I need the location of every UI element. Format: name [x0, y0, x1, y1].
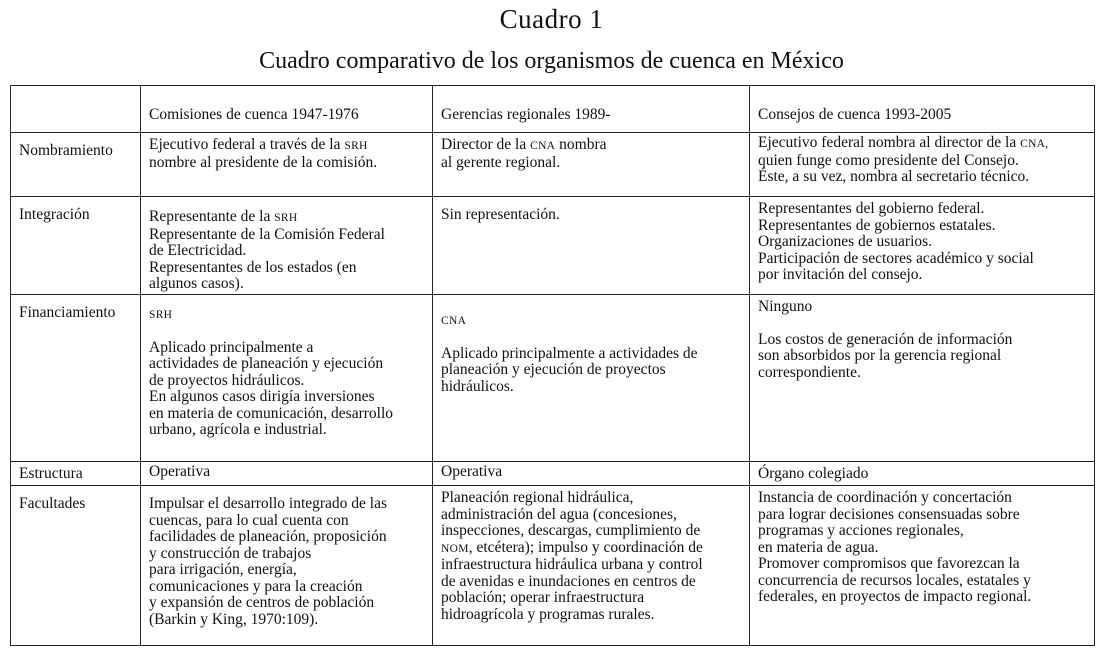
column-header: Consejos de cuenca 1993-2005	[750, 86, 1095, 133]
table-cell: Operativa	[141, 462, 433, 486]
row-label: Integración	[11, 197, 141, 295]
table-title: Cuadro 1	[499, 4, 604, 34]
table-cell: Sin representación.	[433, 197, 750, 295]
table-cell: Ejecutivo federal nombra al director de la CNA, quien funge como presidente del Consejo. Éste, a su vez, nombra al secretario técnico.	[750, 133, 1095, 197]
table-cell: CNA Aplicado principalmente a actividades de planeación y ejecución de proyectos hidráulicos.	[433, 295, 750, 462]
table-cell: Planeación regional hidráulica, administración del agua (concesiones, inspecciones, descargas, cumplimiento de NOM, etcétera); impulso y coordinación de infraestructura hidráulica urbana y control de avenidas e inundaciones en centros de población; operar infraestructura hidroagrícola y programas rurales.	[433, 486, 750, 646]
table-row	[11, 133, 1095, 197]
row-label: Facultades	[11, 486, 141, 646]
table-cell: Director de la CNA nombra al gerente regional.	[433, 133, 750, 197]
row-label: Estructura	[11, 462, 141, 486]
table-cell: Representante de la SRH Representante de la Comisión Federal de Electricidad. Representantes de los estados (en algunos casos).	[141, 197, 433, 295]
table-cell: Operativa	[433, 462, 750, 486]
row-label: Financiamiento	[11, 295, 141, 462]
table-cell: Ejecutivo federal a través de la SRH nombre al presidente de la comisión.	[141, 133, 433, 197]
table-cell: Órgano colegiado	[750, 462, 1095, 486]
table-row	[11, 197, 1095, 295]
comparison-table	[10, 85, 1095, 646]
header-row	[11, 86, 1095, 133]
table-cell: Representantes del gobierno federal. Representantes de gobiernos estatales. Organizaciones de usuarios. Participación de sectores académico y social por invitación del consejo.	[750, 197, 1095, 295]
header-corner-cell	[11, 86, 141, 133]
column-header: Comisiones de cuenca 1947-1976	[141, 86, 433, 133]
row-label: Nombramiento	[11, 133, 141, 197]
table-subtitle: Cuadro comparativo de los organismos de cuenca en México	[259, 48, 844, 74]
column-header: Gerencias regionales 1989-	[433, 86, 750, 133]
table-row	[11, 462, 1095, 486]
table-row	[11, 486, 1095, 646]
table-cell: Ninguno Los costos de generación de información son absorbidos por la gerencia regional correspondiente.	[750, 295, 1095, 462]
table-cell: Impulsar el desarrollo integrado de las cuencas, para lo cual cuenta con facilidades de planeación, proposición y construcción de trabajos para irrigación, energía, comunicaciones y para la creación y expansión de centros de población (Barkin y King, 1970:109).	[141, 486, 433, 646]
table-row	[11, 295, 1095, 462]
table-cell: Instancia de coordinación y concertación para lograr decisiones consensuadas sobre programas y acciones regionales, en materia de agua. Promover compromisos que favorezcan la concurrencia de recursos locales, estatales y federales, en proyectos de impacto regional.	[750, 486, 1095, 646]
table-cell: SRH Aplicado principalmente a actividades de planeación y ejecución de proyectos hidráulicos. En algunos casos dirigía inversiones en materia de comunicación, desarrollo urbano, agrícola e industrial.	[141, 295, 433, 462]
